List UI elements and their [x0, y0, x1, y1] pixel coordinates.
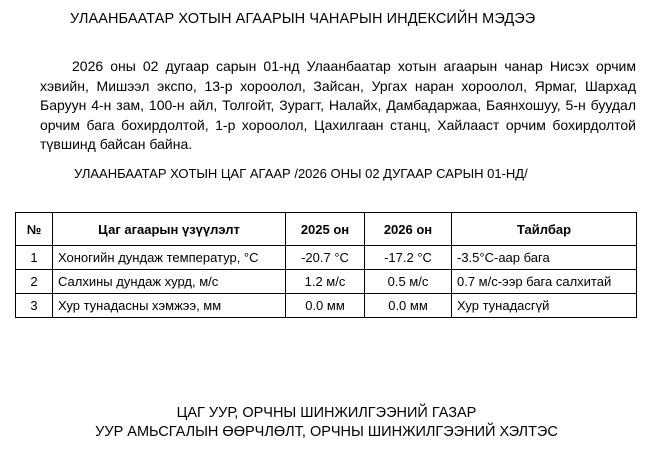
row-year-2026: 0.0 мм — [365, 294, 452, 318]
row-year-2025: -20.7 °C — [286, 246, 365, 270]
row-no: 2 — [16, 270, 53, 294]
table-row — [16, 270, 637, 294]
header-year-2026: 2026 он — [365, 213, 452, 246]
row-indicator: Хоногийн дундаж температур, °C — [53, 246, 286, 270]
row-note: -3.5°C-аар бага — [452, 246, 637, 270]
table-row — [16, 246, 637, 270]
weather-table — [15, 212, 637, 318]
row-note: 0.7 м/с-ээр бага салхитай — [452, 270, 637, 294]
row-year-2026: 0.5 м/с — [365, 270, 452, 294]
row-year-2026: -17.2 °C — [365, 246, 452, 270]
table-header-row — [16, 213, 637, 246]
row-no: 3 — [16, 294, 53, 318]
row-note: Хур тунадасгүй — [452, 294, 637, 318]
document-title: УЛААНБААТАР ХОТЫН АГААРЫН ЧАНАРЫН ИНДЕКСИЙН МЭДЭЭ — [70, 11, 536, 27]
table-row — [16, 294, 637, 318]
row-year-2025: 0.0 мм — [286, 294, 365, 318]
header-indicator: Цаг агаарын үзүүлэлт — [53, 213, 286, 246]
row-year-2025: 1.2 м/с — [286, 270, 365, 294]
row-indicator: Салхины дундаж хурд, м/с — [53, 270, 286, 294]
footer-department: УУР АМЬСГАЛЫН ӨӨРЧЛӨЛТ, ОРЧНЫ ШИНЖИЛГЭЭНИЙ ХЭЛТЭС — [95, 424, 558, 440]
header-year-2025: 2025 он — [286, 213, 365, 246]
footer — [0, 404, 653, 442]
header-no: № — [16, 213, 53, 246]
weather-table-title: УЛААНБААТАР ХОТЫН ЦАГ АГААР /2026 ОНЫ 02 ДУГААР САРЫН 01-НД/ — [74, 166, 528, 181]
footer-organization: ЦАГ УУР, ОРЧНЫ ШИНЖИЛГЭЭНИЙ ГАЗАР — [176, 405, 477, 421]
row-no: 1 — [16, 246, 53, 270]
air-quality-paragraph: 2026 оны 02 дугаар сарын 01-нд Улаанбаатар хотын агаарын чанар Нисэх орчим хэвийн, Мишээл экспо, 13-р хороолол, Зайсан, Ургах наран хороолол, Ярмаг, Шархад Баруун 4-н зам, 100-н айл, Толгойт, Зурагт, Налайх, Дамбадаржаа, Баянхошуу, 5-н буудал орчим бага бохирдолтой, 1-р хороолол, Цахилгаан станц, Хайлааст орчим бохирдолтой түвшинд байсан байна. — [40, 58, 636, 152]
row-indicator: Хур тунадасны хэмжээ, мм — [53, 294, 286, 318]
header-note: Тайлбар — [452, 213, 637, 246]
